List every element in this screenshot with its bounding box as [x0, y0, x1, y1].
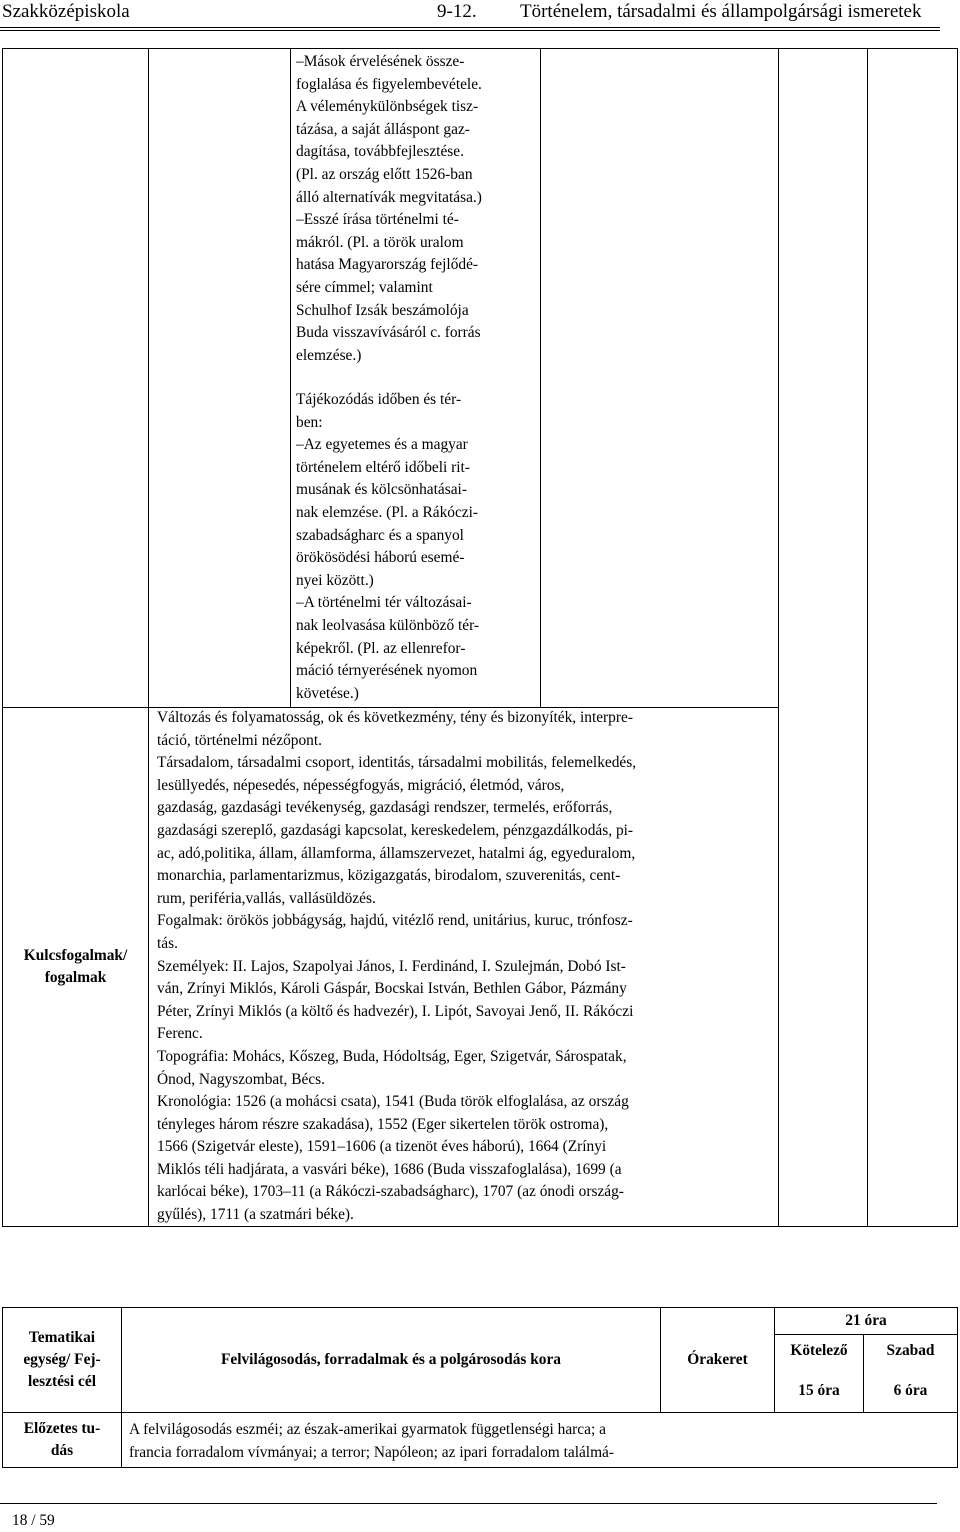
total-hours: 21 óra — [845, 1312, 887, 1329]
hour-frame-label: Órakeret — [687, 1351, 748, 1368]
column-divider — [867, 48, 868, 1226]
label-line: Kulcsfogalmak/ — [23, 947, 128, 964]
table-right-border — [957, 48, 958, 1226]
text-line: ac, adó,politika, állam, államforma, államszervezet, hatalmi ág, egyeduralom, — [157, 844, 636, 862]
row-divider — [2, 1412, 958, 1413]
text-line: –Esszé írása történelmi té- — [296, 211, 459, 229]
text-line: Buda visszavívásáról c. forrás — [296, 324, 481, 342]
text-line: Schulhof Izsák beszámolója — [296, 301, 469, 319]
text-line: –A történelmi tér változásai- — [296, 594, 472, 612]
skills-block-debate — [296, 51, 482, 367]
free-label: Szabad — [886, 1342, 935, 1359]
text-line: Péter, Zrínyi Miklós (a költő és hadvezér), I. Lipót, Savoyai Jenő, II. Rákóczi — [157, 1002, 634, 1020]
free-hours: 6 óra — [893, 1382, 928, 1399]
text-line: francia forradalom vívmányai; a terror; Napóleon; az ipari forradalom találmá- — [129, 1443, 615, 1461]
text-line: gyűlés), 1711 (a szatmári béke). — [157, 1206, 354, 1224]
text-line: ván, Zrínyi Miklós, Károli Gáspár, Bocskai István, Bethlen Gábor, Pázmány — [157, 980, 627, 998]
text-line: tázása, a saját álláspont gaz- — [296, 120, 470, 138]
label-line: lesztési cél — [28, 1373, 96, 1390]
text-line: (Pl. az ország előtt 1526-ban — [296, 165, 473, 183]
text-line: mákról. (Pl. a török uralom — [296, 233, 464, 251]
text-line: Ferenc. — [157, 1025, 203, 1043]
header-school-type: Szakközépiskola — [2, 1, 130, 22]
table-top-border — [2, 48, 957, 49]
text-line: gazdasági szereplő, gazdasági kapcsolat, kereskedelem, pénzgazdálkodás, pi- — [157, 821, 634, 839]
prior-knowledge-content — [129, 1419, 614, 1464]
text-line: 1566 (Szigetvár eleste), 1591–1606 (a tizenöt éves háború), 1664 (Zrínyi — [157, 1138, 607, 1156]
label-line: Tematikai — [28, 1329, 96, 1346]
text-line: Társadalom, társadalmi csoport, identitás, társadalmi mobilitás, felemelkedés, — [157, 754, 637, 772]
footer-rule — [0, 1503, 937, 1504]
text-line: hatása Magyarország fejlődé- — [296, 256, 479, 274]
column-divider — [148, 707, 149, 1226]
key-concepts-content — [157, 707, 636, 1227]
text-line: tényleges három részre szakadása), 1552 (Eger sikertelen török ostroma), — [157, 1115, 609, 1133]
table-right-border — [957, 1307, 958, 1467]
text-line: Topográfia: Mohács, Kőszeg, Buda, Hódoltság, Eger, Szigetvár, Sárospatak, — [157, 1047, 627, 1065]
text-line: követése.) — [296, 684, 359, 702]
text-line: történelem eltérő időbeli rit- — [296, 458, 470, 476]
table-bottom-border — [2, 1467, 958, 1468]
text-line: szabadságharc és a spanyol — [296, 526, 464, 544]
label-line: egység/ Fej- — [23, 1351, 101, 1368]
text-line: Miklós téli hadjárata, a vasvári béke), 1686 (Buda visszafoglalása), 1699 (a — [157, 1160, 622, 1178]
text-line: –Mások érvelésének össze- — [296, 53, 465, 70]
text-line: képekről. (Pl. az ellenrefor- — [296, 639, 466, 657]
text-line: A felvilágosodás eszméi; az észak-amerikai gyarmatok függetlenségi harca; a — [129, 1421, 606, 1438]
header-subject: Történelem, társadalmi és állampolgársági ismeretek — [520, 1, 922, 22]
text-line: sére címmel; valamint — [296, 278, 433, 296]
mandatory-hours: 15 óra — [798, 1382, 840, 1399]
column-divider — [148, 48, 149, 707]
text-line: rum, periféria,vallás, vallásüldözés. — [157, 889, 376, 907]
text-line: Ónod, Nagyszombat, Bécs. — [157, 1070, 325, 1088]
text-line: máció térnyerésének nyomon — [296, 662, 478, 680]
page-number: 18 / 59 — [12, 1512, 55, 1529]
text-line: Fogalmak: örökös jobbágyság, hajdú, vitézlő rend, unitárius, kuruc, trónfosz- — [157, 912, 633, 930]
text-line: monarchia, parlamentarizmus, közigazgatás, birodalom, szuverenitás, cent- — [157, 867, 621, 885]
skills-block-orientation — [296, 389, 479, 705]
text-line: karlócai béke), 1703–11 (a Rákóczi-szabadságharc), 1707 (az ónodi ország- — [157, 1183, 624, 1201]
text-line: nak leolvasása különböző tér- — [296, 616, 480, 634]
text-line: gazdaság, gazdasági tevékenység, gazdasági rendszer, termelés, erőforrás, — [157, 799, 613, 817]
text-line: dagítása, továbbfejlesztése. — [296, 143, 464, 161]
header-rule-thin — [0, 30, 940, 31]
header-grades: 9-12. — [437, 1, 477, 22]
text-line: Változás és folyamatosság, ok és következmény, tény és bizonyíték, interpre- — [157, 709, 633, 726]
header-rule — [0, 27, 940, 28]
key-concepts-label — [3, 708, 148, 1226]
unit-label — [3, 1308, 121, 1412]
text-line: –Az egyetemes és a magyar — [296, 436, 468, 454]
mandatory-label: Kötelező — [790, 1342, 848, 1359]
text-line: örökösödési háború esemé- — [296, 549, 465, 567]
text-line: A véleménykülönbségek tisz- — [296, 98, 479, 116]
label-line: Előzetes tu- — [23, 1420, 101, 1437]
column-divider — [540, 48, 541, 707]
text-line: Kronológia: 1526 (a mohácsi csata), 1541 (Buda török elfoglalása, az ország — [157, 1093, 629, 1111]
column-divider — [778, 48, 779, 1226]
unit-title: Felvilágosodás, forradalmak és a polgárosodás kora — [220, 1351, 562, 1368]
text-line: musának és kölcsönhatásai- — [296, 481, 467, 499]
text-line: tás. — [157, 934, 178, 952]
text-line: foglalása és figyelembevétele. — [296, 75, 482, 93]
text-line: elemzése.) — [296, 346, 362, 364]
prior-knowledge-label — [3, 1413, 121, 1467]
text-line: Tájékozódás időben és tér- — [296, 391, 462, 408]
text-line: ben: — [296, 413, 323, 431]
text-line: lesüllyedés, népesedés, népességfogyás, migráció, életmód, város, — [157, 776, 565, 794]
text-line: Személyek: II. Lajos, Szapolyai János, I. Ferdinánd, I. Szulejmán, Dobó Ist- — [157, 957, 626, 975]
column-divider — [290, 48, 291, 707]
text-line: táció, történelmi nézőpont. — [157, 731, 322, 749]
text-line: álló alternatívák megvitatása.) — [296, 188, 482, 206]
label-line: dás — [50, 1442, 74, 1459]
text-line: nak elemzése. (Pl. a Rákóczi- — [296, 503, 479, 521]
label-line: fogalmak — [44, 969, 107, 986]
text-line: nyei között.) — [296, 571, 374, 589]
